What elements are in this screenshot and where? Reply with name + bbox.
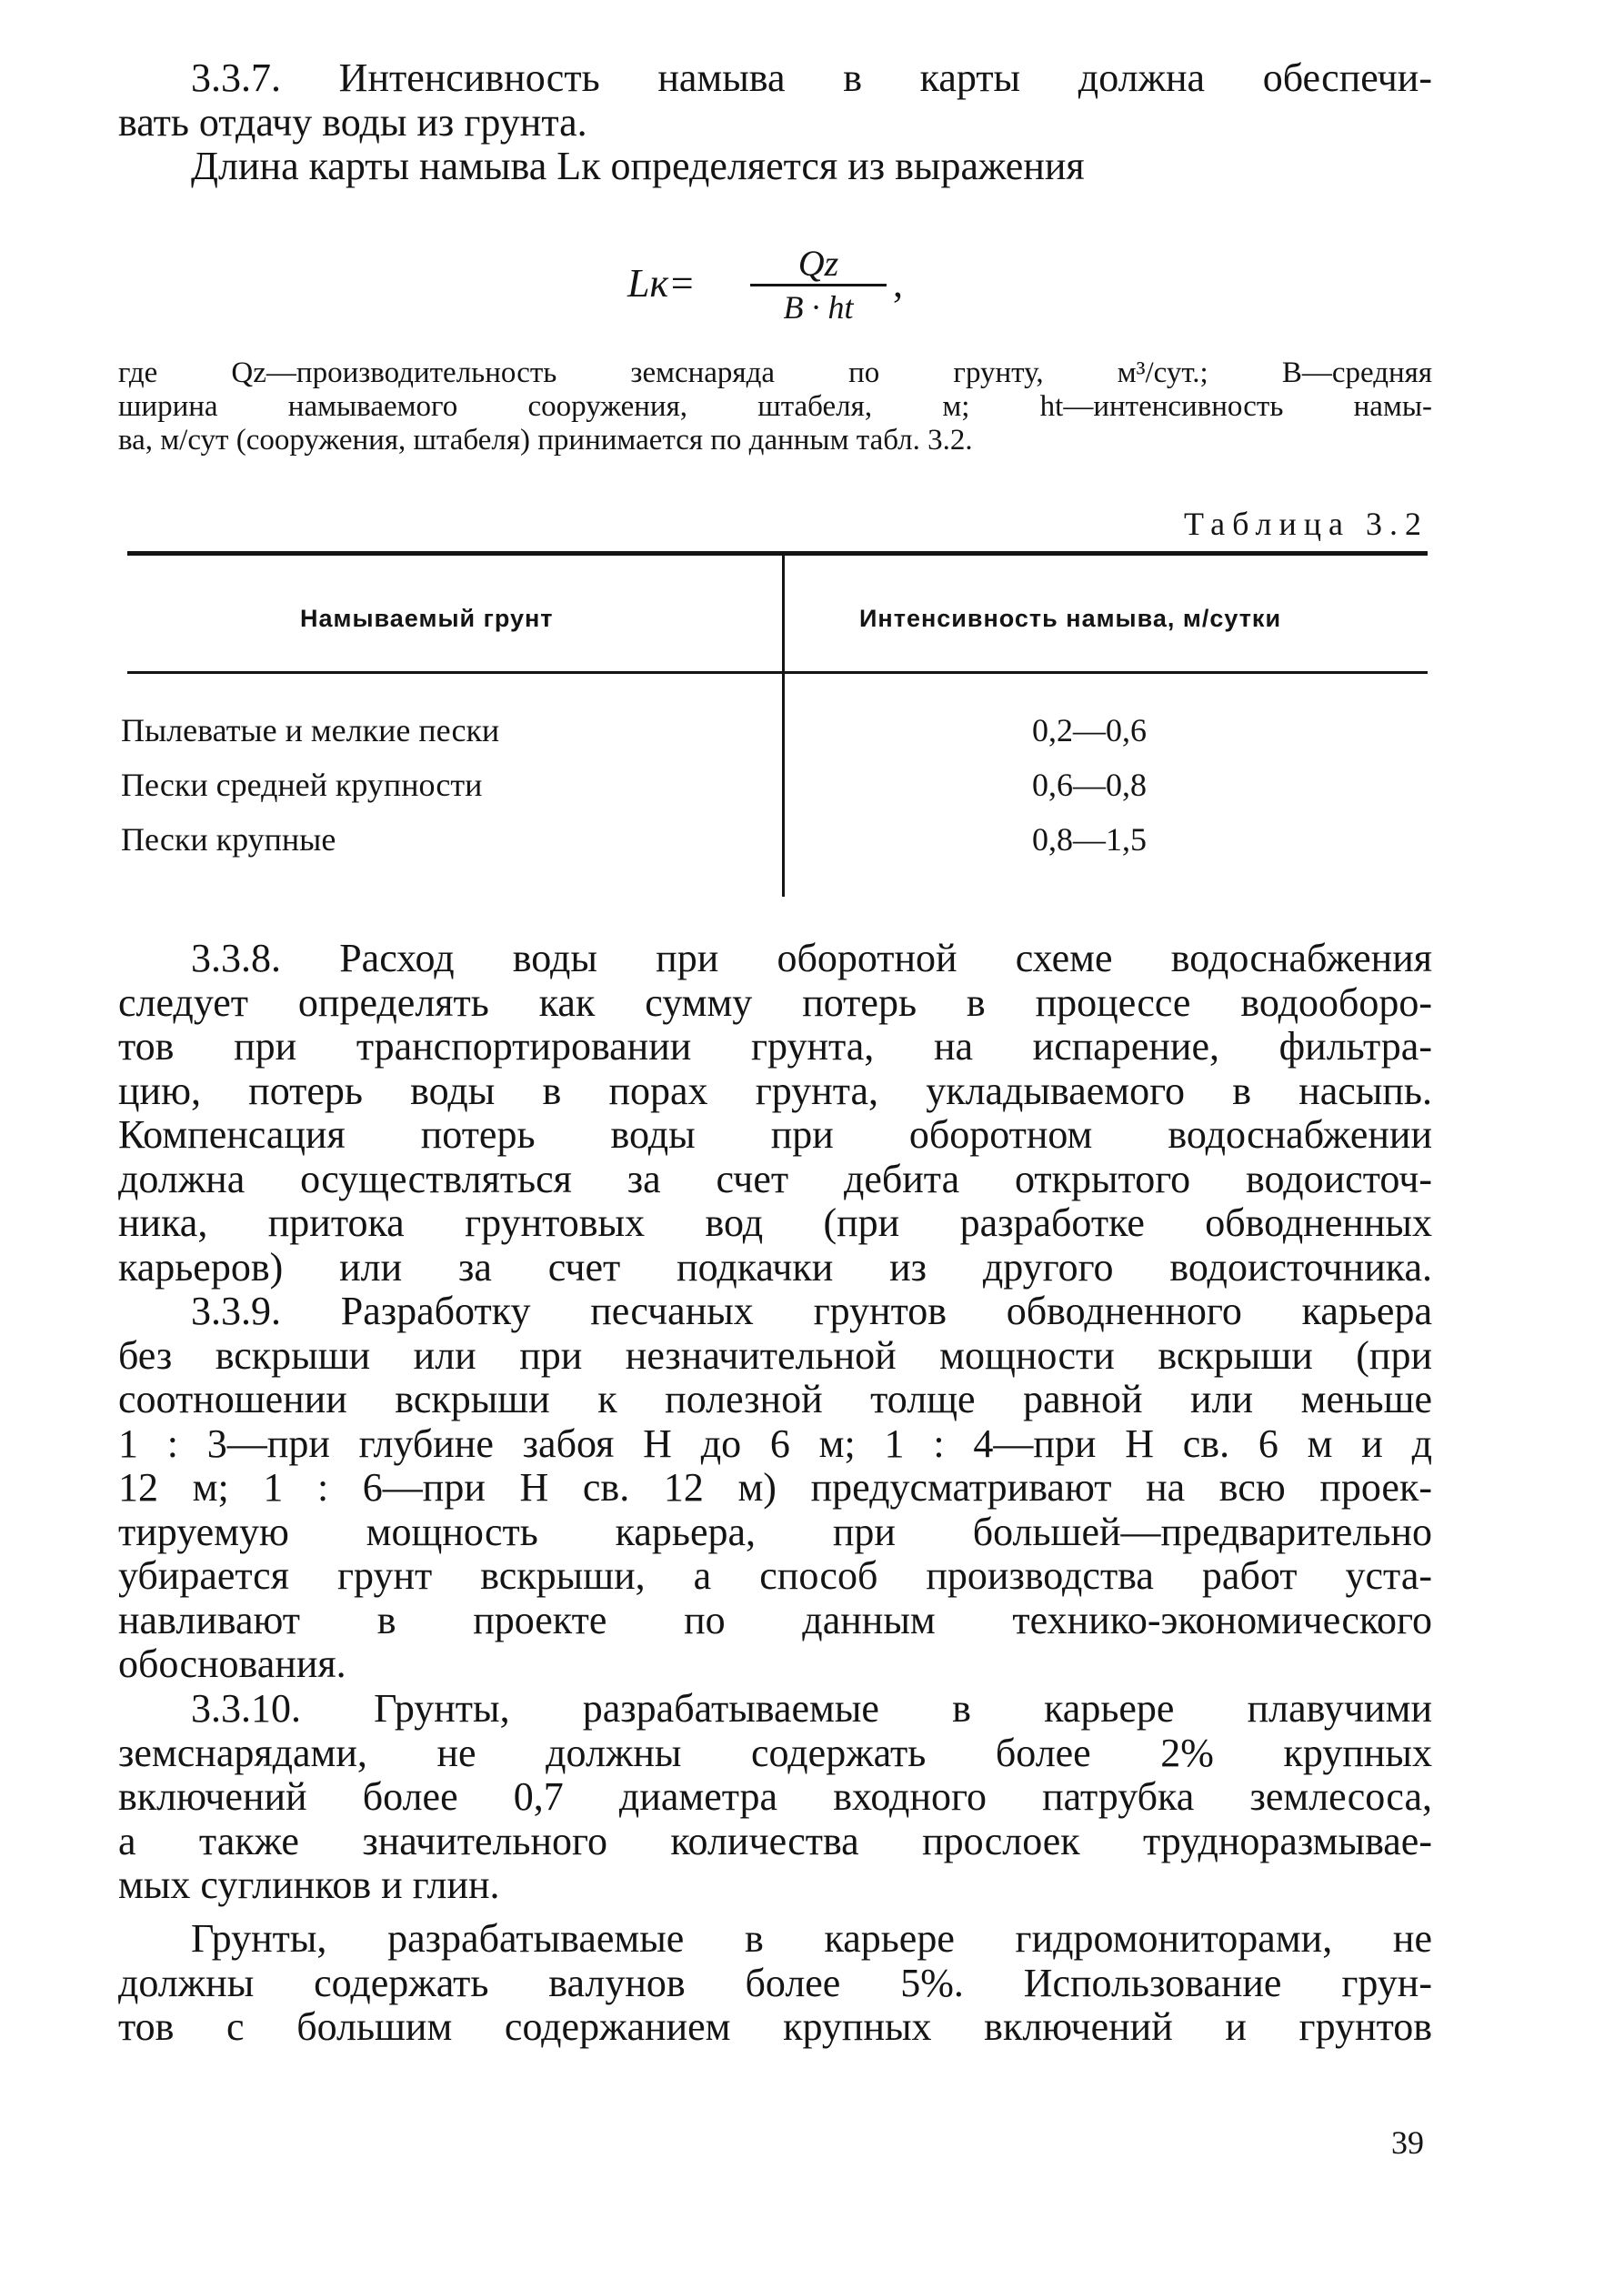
text-line: земснарядами, не должны содержать более 2% крупных	[118, 1730, 1432, 1775]
table-cell-soil: Пески крупные	[121, 821, 336, 858]
paragraph-3-3-9	[118, 1290, 1432, 1687]
text-line: 3.3.10. Грунты, разрабатываемые в карьере плавучими	[191, 1686, 1432, 1731]
paragraph-3-3-10	[118, 1687, 1432, 1908]
text-line: 3.3.7. Интенсивность намыва в карты должна обеспечи-	[191, 55, 1432, 100]
text-line: вать отдачу воды из грунта.	[118, 99, 587, 145]
text-line: где Qz—производительность земснаряда по грунту, м³/сут.; B—средняя	[118, 356, 1432, 389]
text-line: убирается грунт вскрыши, а способ производства работ уста-	[118, 1553, 1432, 1598]
text-line: ника, притока грунтовых вод (при разработке обводненных	[118, 1200, 1432, 1245]
text-line: 3.3.8. Расход воды при оборотной схеме водоснабжения	[191, 936, 1432, 980]
formula-intro: Длина карты намыва Lк определяется из выражения	[191, 144, 1085, 188]
formula-lk	[627, 243, 918, 327]
text-line: должна осуществляться за счет дебита открытого водоисточ-	[118, 1156, 1432, 1201]
table-cell-soil: Пылеватые и мелкие пески	[121, 712, 500, 748]
formula-numerator: Qz	[797, 243, 839, 284]
formula-denominator: B · ht	[783, 289, 854, 326]
fraction-bar	[750, 284, 887, 286]
table-cell-intensity: 0,8—1,5	[1032, 821, 1147, 858]
text-line: навливают в проекте по данным технико-экономического	[118, 1597, 1432, 1642]
table-cell-intensity: 0,2—0,6	[1032, 712, 1147, 748]
table-cell-intensity: 0,6—0,8	[1032, 767, 1147, 803]
formula-lhs: Lк=	[627, 261, 696, 306]
text-line: соотношении вскрыши к полезной толще равной или меньше	[118, 1377, 1432, 1421]
text-line: следует определять как сумму потерь в процессе водооборо-	[118, 979, 1432, 1025]
text-line: 1 : 3—при глубине забоя H до 6 м; 1 : 4—при H св. 6 м и д	[118, 1421, 1432, 1466]
text-line: цию, потерь воды в порах грунта, укладываемого в насыпь.	[118, 1068, 1432, 1113]
paragraph-3-3-7	[118, 56, 1432, 189]
formula-fraction	[750, 243, 887, 326]
table-column-divider	[782, 556, 785, 897]
table-header-rule	[127, 671, 1428, 674]
text-line: мых суглинков и глин.	[118, 1862, 500, 1907]
table-title: Таблица 3.2	[1184, 506, 1429, 542]
text-line: ширина намываемого сооружения, штабеля, м; ht—интенсивность намы-	[118, 390, 1432, 423]
table-header-soil: Намываемый грунт	[300, 605, 554, 632]
text-line: тируемую мощность карьера, при большей—предварительно	[118, 1509, 1432, 1554]
text-line: Грунты, разрабатываемые в карьере гидромониторами, не	[191, 1916, 1432, 1961]
text-line: без вскрыши или при незначительной мощности вскрыши (при	[118, 1332, 1432, 1378]
text-line: должны содержать валунов более 5%. Использование грун-	[118, 1960, 1432, 2005]
paragraph-hydromonitors	[118, 1917, 1432, 2050]
text-line: 12 м; 1 : 6—при H св. 12 м) предусматривают на всю проек-	[118, 1465, 1432, 1510]
paragraph-3-3-8	[118, 937, 1432, 1290]
text-line: карьеров) или за счет подкачки из другого водоисточника.	[118, 1244, 1432, 1290]
table-header-intensity: Интенсивность намыва, м/сутки	[859, 605, 1282, 632]
text-line: а также значительного количества прослоек трудноразмывае-	[118, 1818, 1432, 1863]
text-line: обоснования.	[118, 1641, 346, 1686]
table-top-rule	[127, 551, 1428, 556]
table-cell-soil: Пески средней крупности	[121, 767, 483, 803]
text-line: включений более 0,7 диаметра входного патрубка землесоса,	[118, 1774, 1432, 1819]
text-line: Компенсация потерь воды при оборотном водоснабжении	[118, 1112, 1432, 1157]
text-line: 3.3.9. Разработку песчаных грунтов обводненного карьера	[191, 1289, 1432, 1333]
formula-explanation	[118, 356, 1432, 457]
text-line: тов с большим содержанием крупных включений и грунтов	[118, 2004, 1432, 2049]
text-line: ва, м/сут (сооружения, штабеля) принимается по данным табл. 3.2.	[118, 424, 973, 457]
text-line: тов при транспортировании грунта, на испарение, фильтра-	[118, 1024, 1432, 1069]
page-number: 39	[1391, 2124, 1424, 2161]
formula-comma: ,	[893, 261, 903, 306]
